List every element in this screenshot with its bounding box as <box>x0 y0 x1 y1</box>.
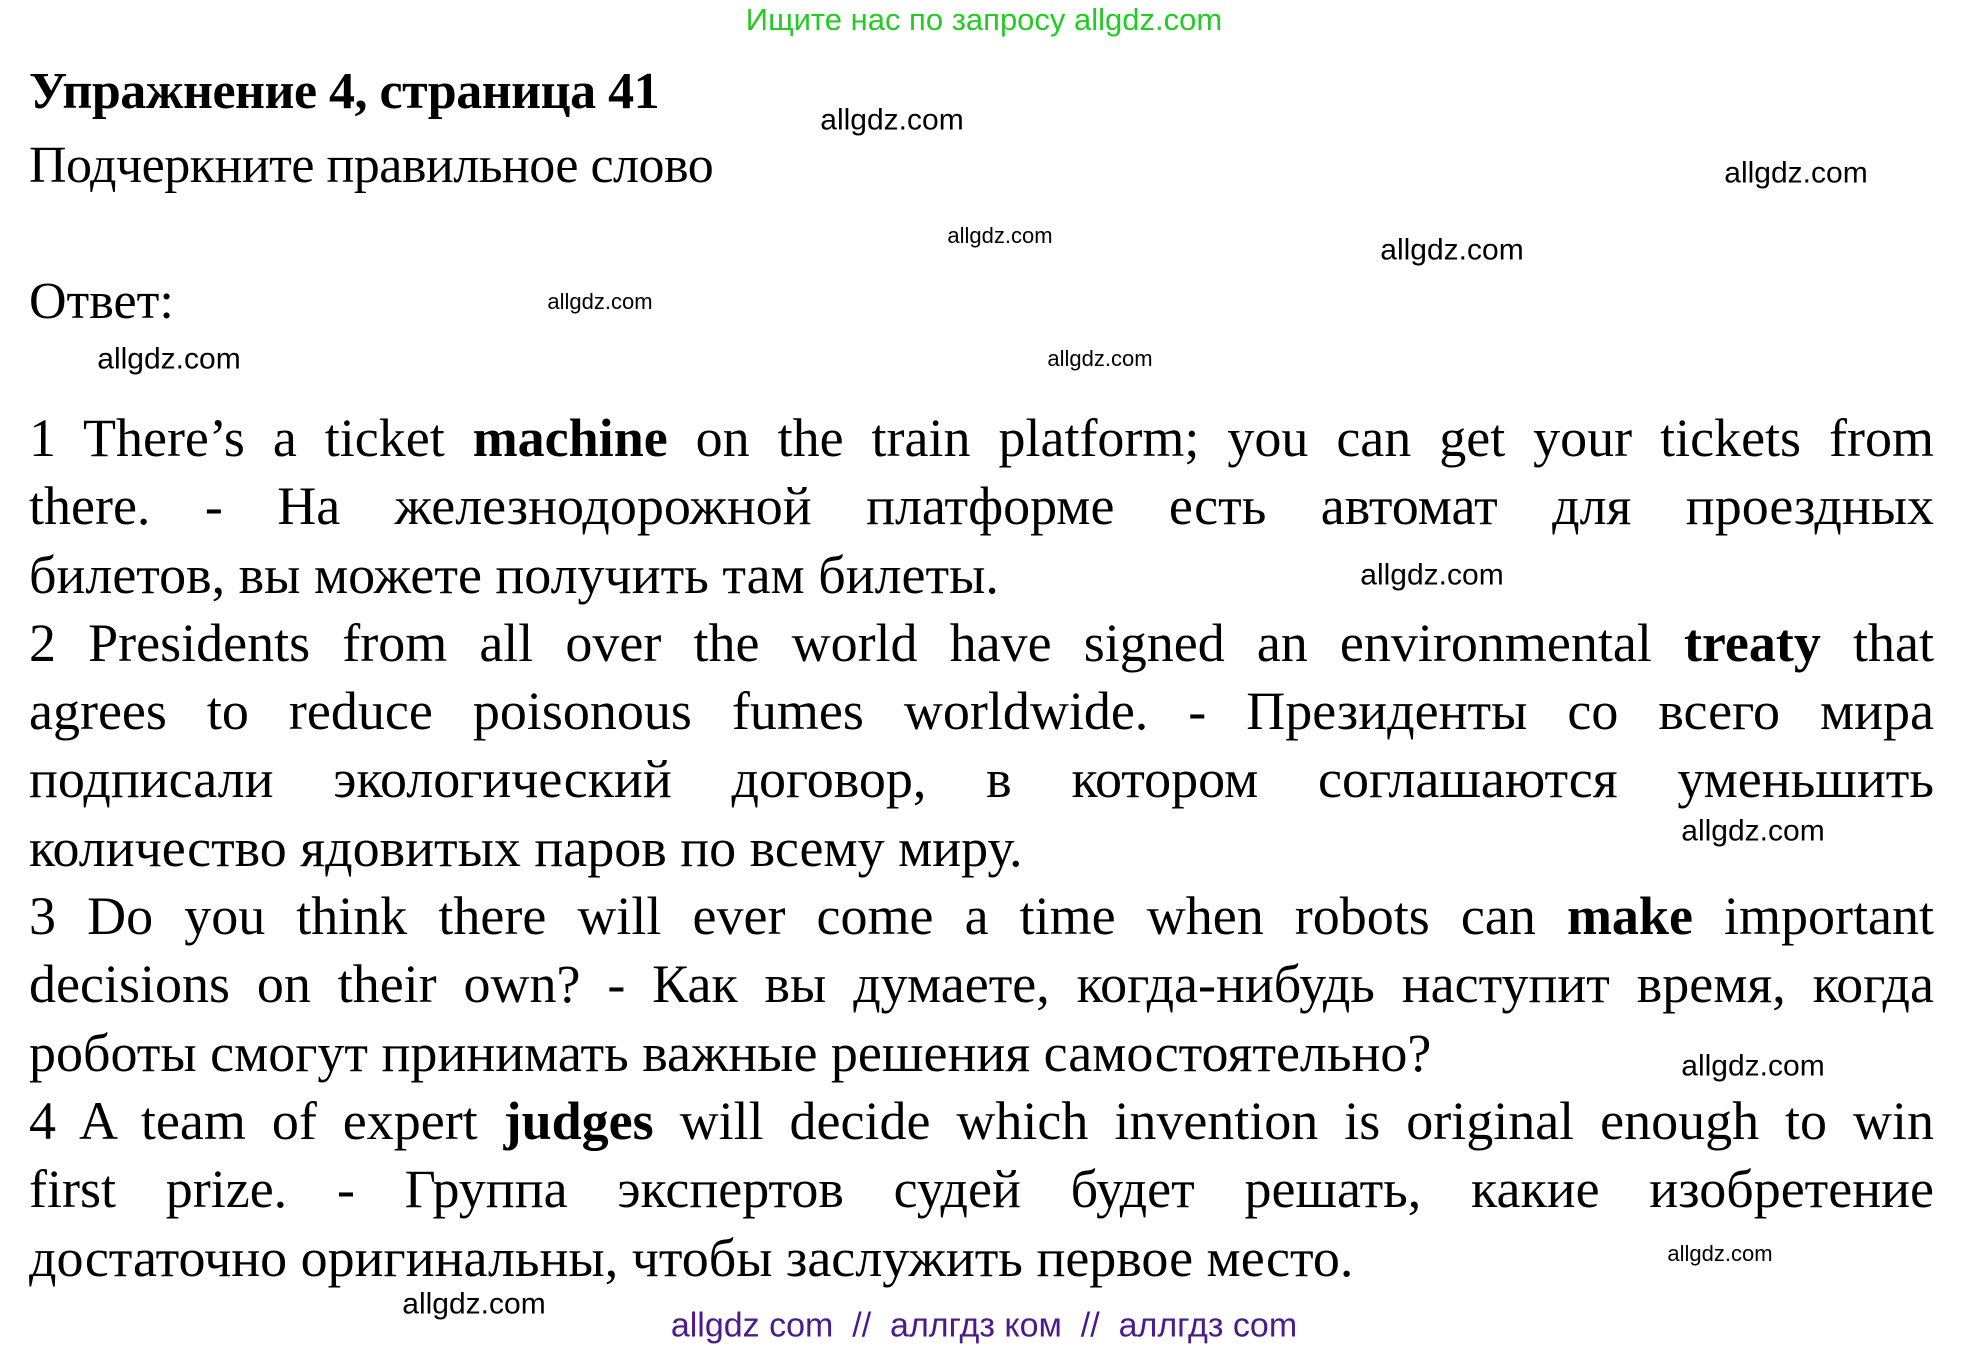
text-segment: 4 A team of expert <box>29 1090 504 1151</box>
text-segment: decisions on their own? - Как вы думаете, когда-нибудь наступит время, когда <box>29 954 1934 1015</box>
text-segment: 1 There’s a ticket <box>29 408 473 468</box>
text-line <box>29 882 1934 950</box>
watermark: allgdz.com <box>402 1287 546 1321</box>
text-segment: 3 Do you think there will ever come a time when robots can <box>29 886 1567 947</box>
watermark: allgdz.com <box>1047 345 1153 371</box>
watermark: allgdz.com <box>1681 1049 1825 1083</box>
text-line <box>29 472 1934 540</box>
watermark: allgdz.com <box>1681 814 1825 848</box>
text-line <box>29 541 999 609</box>
watermark: allgdz.com <box>947 222 1053 248</box>
exercise-instruction: Подчеркните правильное слово <box>29 137 714 194</box>
watermark: allgdz.com <box>1380 233 1524 267</box>
answer-word: judges <box>503 1090 654 1151</box>
text-segment: достаточно оригинальны, чтобы заслужить первое место. <box>29 1227 1354 1288</box>
answer-word: make <box>1566 886 1693 947</box>
text-line <box>29 1019 1431 1087</box>
text-segment: подписали экологический договор, в котором соглашаются уменьшить <box>29 749 1934 810</box>
watermark: allgdz.com <box>547 288 653 314</box>
text-segment: first prize. - Группа экспертов судей будет решать, какие изобретение <box>29 1159 1934 1220</box>
text-segment: роботы смогут принимать важные решения самостоятельно? <box>29 1022 1432 1083</box>
text-line <box>29 609 1934 677</box>
text-segment: that <box>1820 612 1934 673</box>
text-segment: there. - На железнодорожной платформе есть автомат для проездных <box>29 476 1934 537</box>
text-segment: билетов, вы можете получить там билеты. <box>29 544 999 605</box>
watermark: allgdz.com <box>1667 1240 1773 1266</box>
text-line <box>29 950 1934 1018</box>
answer-item-4 <box>29 1087 1934 1292</box>
text-segment: important <box>1692 886 1934 947</box>
footer-watermark[interactable]: allgdz com // аллгдз ком // аллгдз com <box>670 1306 1298 1345</box>
exercise-title: Упражнение 4, страница 41 <box>29 63 660 120</box>
watermark: allgdz.com <box>97 342 241 376</box>
text-segment: 2 Presidents from all over the world have signed an environmental <box>29 612 1684 673</box>
answer-item-2 <box>29 609 1934 882</box>
text-line <box>29 1087 1934 1155</box>
answer-item-3 <box>29 882 1934 1087</box>
text-line <box>29 814 1023 882</box>
answer-label: Ответ: <box>29 273 174 330</box>
answer-word: machine <box>472 408 668 468</box>
text-line <box>29 1224 1353 1292</box>
watermark: allgdz.com <box>1724 156 1868 190</box>
answer-body <box>29 404 1934 1292</box>
text-segment: количество ядовитых паров по всему миру. <box>29 817 1023 878</box>
text-line <box>29 404 1934 472</box>
answer-item-1 <box>29 404 1934 609</box>
promo-banner[interactable]: Ищите нас по запросу allgdz.com <box>745 2 1223 37</box>
text-segment: will decide which invention is original enough to win <box>653 1090 1934 1151</box>
text-line <box>29 677 1934 745</box>
watermark: allgdz.com <box>820 103 964 137</box>
answer-word: treaty <box>1683 612 1821 673</box>
text-line <box>29 1155 1934 1223</box>
text-segment: agrees to reduce poisonous fumes worldwide. - Президенты со всего мира <box>29 681 1934 742</box>
text-line <box>29 745 1934 813</box>
text-segment: on the train platform; you can get your tickets from <box>667 408 1934 468</box>
watermark: allgdz.com <box>1360 558 1504 592</box>
